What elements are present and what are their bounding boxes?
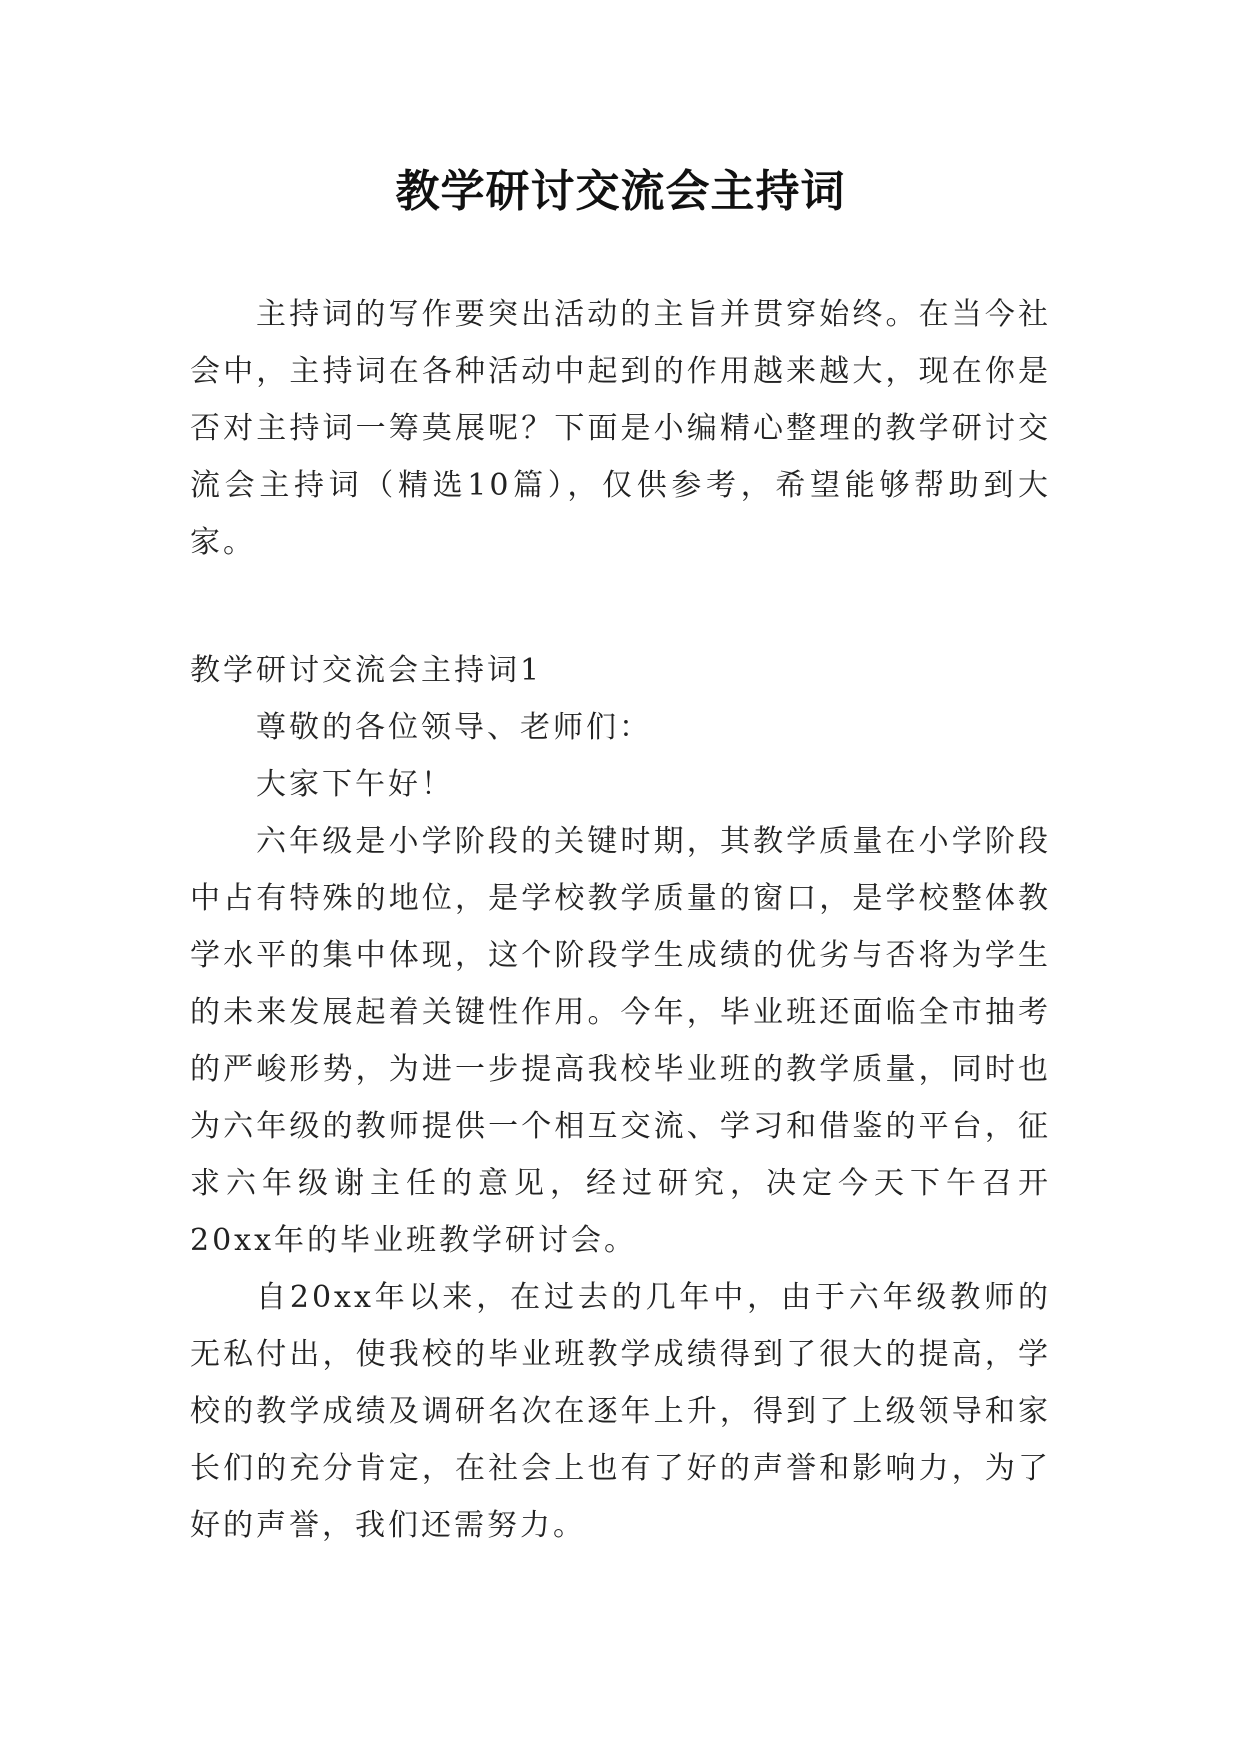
salutation-line: 大家下午好！: [256, 767, 454, 802]
body-paragraph-2: 自20xx年以来，在过去的几年中，由于六年级教师的无私付出，使我校的毕业班教学成绩得到了很大的提高，学校的教学成绩及调研名次在逐年上升，得到了上级领导和家长们的充分肯定，在社会上也有了好的声誉和影响力，为了好的声誉，我们还需努力。: [190, 1280, 1051, 1543]
body-paragraph-1: 六年级是小学阶段的关键时期，其教学质量在小学阶段中占有特殊的地位，是学校教学质量的窗口，是学校整体教学水平的集中体现，这个阶段学生成绩的优劣与否将为学生的未来发展起着关键性作用。今年，毕业班还面临全市抽考的严峻形势，为进一步提高我校毕业班的教学质量，同时也为六年级的教师提供一个相互交流、学习和借鉴的平台，征求六年级谢主任的意见，经过研究，决定今天下午召开20xx年的毕业班教学研讨会。: [190, 824, 1051, 1258]
greeting-line: 尊敬的各位领导、老师们：: [256, 710, 652, 745]
section-heading: 教学研讨交流会主持词1: [190, 653, 543, 688]
intro-paragraph: 主持词的写作要突出活动的主旨并贯穿始终。在当今社会中，主持词在各种活动中起到的作用越来越大，现在你是否对主持词一筹莫展呢？下面是小编精心整理的教学研讨交流会主持词（精选10篇），仅供参考，希望能够帮助到大家。: [190, 297, 1051, 560]
document-title: 教学研讨交流会主持词: [395, 166, 846, 217]
section-1: [190, 642, 1051, 1554]
